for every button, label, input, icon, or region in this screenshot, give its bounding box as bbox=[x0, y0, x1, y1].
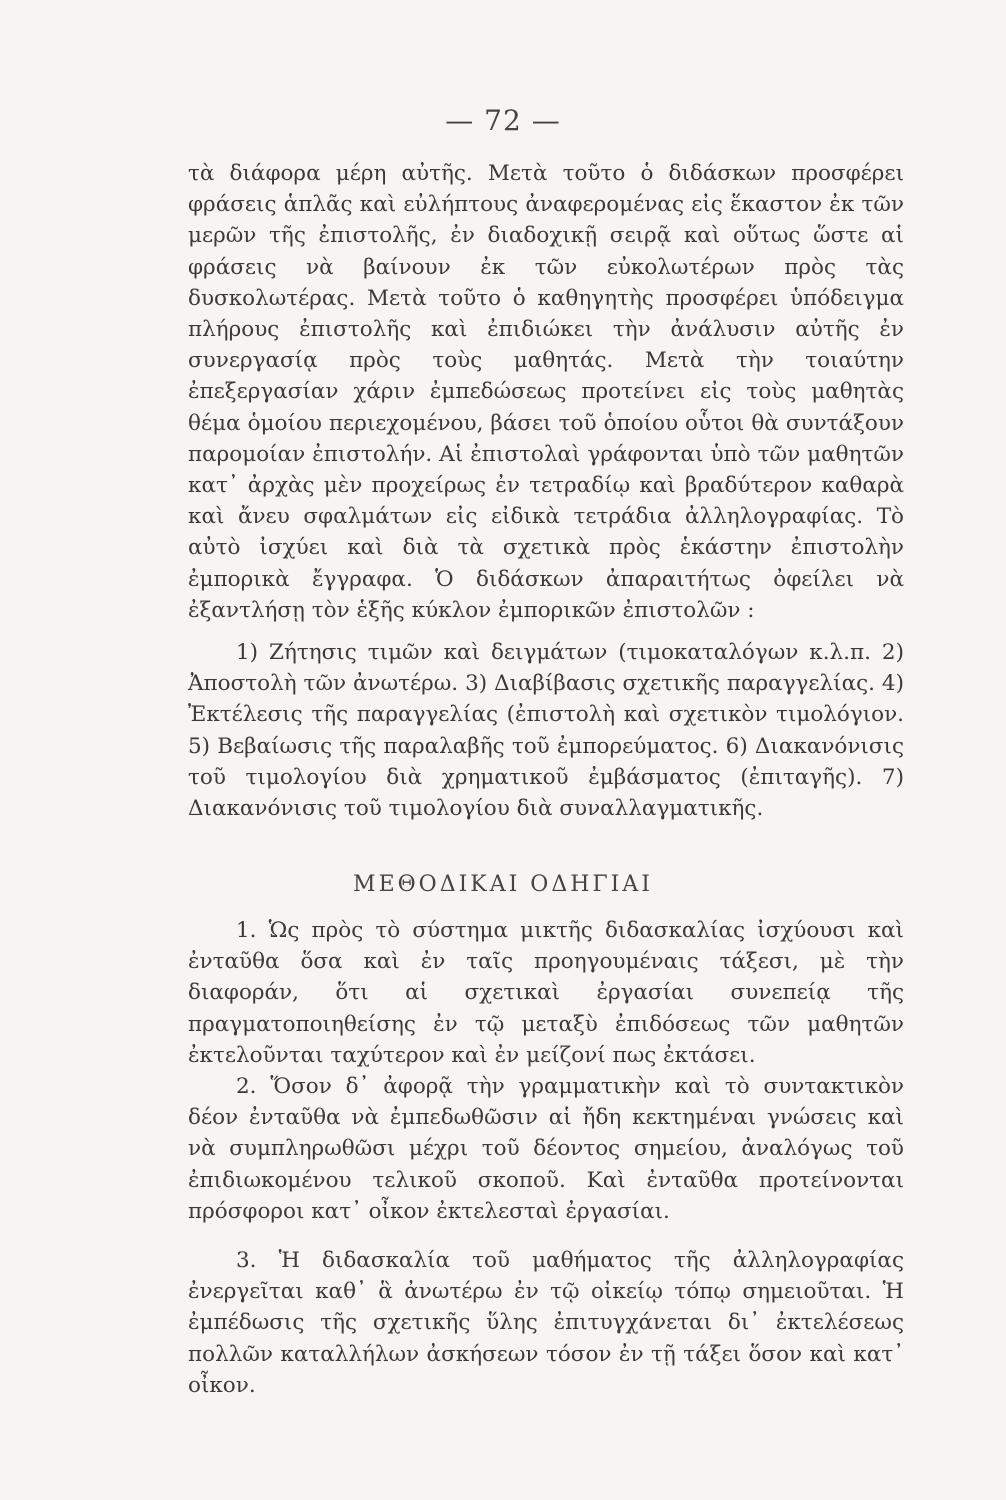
body-paragraph: τὰ διάφορα μέρη αὐτῆς. Μετὰ τοῦτο ὁ διδάσκων προσφέρει φράσεις ἁπλᾶς καὶ εὐλήπτους ἀναφερομένας εἰς ἕκαστον ἐκ τῶν μερῶν τῆς ἐπιστολῆς, ἐν διαδοχικῇ σειρᾷ καὶ οὕτως ὥστε αἱ φράσεις νὰ βαίνουν ἐκ τῶν εὐκολωτέρων πρὸς τὰς δυσκολωτέρας. Μετὰ τοῦτο ὁ καθηγητὴς προσφέρει ὑπόδειγμα πλήρους ἐπιστολῆς καὶ ἐπιδιώκει τὴν ἀνάλυσιν αὐτῆς ἐν συνεργασίᾳ πρὸς τοὺς μαθητάς. Μετὰ τὴν τοιαύτην ἐπεξεργασίαν χάριν ἐμπεδώσεως προτείνει εἰς τοὺς μαθητὰς θέμα ὁμοίου περιεχομένου, βάσει τοῦ ὁποίου οὗτοι θὰ συντάξουν παρομοίαν ἐπιστολήν. Αἱ ἐπιστολαὶ γράφονται ὑπὸ τῶν μαθητῶν κατ᾿ ἀρχὰς μὲν προχείρως ἐν τετραδίῳ καὶ βραδύτερον καθαρὰ καὶ ἄνευ σφαλμάτων εἰς εἰδικὰ τετράδια ἀλληλογραφίας. Τὸ αὐτὸ ἰσχύει καὶ διὰ τὰ σχετικὰ πρὸς ἑκάστην ἐπιστολὴν ἐμπορικὰ ἔγγραφα. Ὁ διδάσκων ἀπαραιτήτως ὀφείλει νὰ ἐξαντλήσῃ τὸν ἑξῆς κύκλον ἐμπορικῶν ἐπιστολῶν : bbox=[188, 161, 904, 623]
letter-cycle-list: 1) Ζήτησις τιμῶν καὶ δειγμάτων (τιμοκαταλόγων κ.λ.π. 2) Ἀποστολὴ τῶν ἀνωτέρω. 3) Διαβίβασις σχετικῆς παραγγελίας. 4) Ἐκτέλεσις τῆς παραγγελίας (ἐπιστολὴ καὶ σχετικὸν τιμολόγιον. 5) Βεβαίωσις τῆς παραλαβῆς τοῦ ἐμπορεύματος. 6) Διακανόνισις τοῦ τιμολογίου διὰ χρηματικοῦ ἐμβάσματος (ἐπιταγῆς). 7) Διακανόνισις τοῦ τιμολογίου διὰ συναλλαγματικῆς. bbox=[188, 640, 904, 822]
instruction-paragraph-1: 1. Ὡς πρὸς τὸ σύστημα μικτῆς διδασκαλίας ἰσχύουσι καὶ ἐνταῦθα ὅσα καὶ ἐν ταῖς προηγουμέναις τάξεσι, μὲ τὴν διαφοράν, ὅτι αἱ σχετικαὶ ἐργασίαι συνεπείᾳ τῆς πραγματοποιηθείσης ἐν τῷ μεταξὺ ἐπιδόσεως τῶν μαθητῶν ἐκτελοῦνται ταχύτερον καὶ ἐν μείζονί πως ἐκτάσει. bbox=[188, 918, 904, 1068]
instruction-paragraph-2: 2. Ὅσον δ᾿ ἀφορᾷ τὴν γραμματικὴν καὶ τὸ συντακτικὸν δέον ἐνταῦθα νὰ ἐμπεδωθῶσιν αἱ ἤδη κεκτημέναι γνώσεις καὶ νὰ συμπληρωθῶσι μέχρι τοῦ δέοντος σημείου, ἀναλόγως τοῦ ἐπιδιωκομένου τελικοῦ σκοποῦ. Καὶ ἐνταῦθα προτείνονται πρόσφοροι κατ᾿ οἶκον ἐκτελεσταὶ ἐργασίαι. bbox=[188, 1074, 904, 1224]
page-number: — 72 — bbox=[445, 104, 561, 137]
section-heading: ΜΕΘΟΔΙΚΑΙ ΟΔΗΓΙΑΙ bbox=[353, 872, 653, 897]
instruction-paragraph-3: 3. Ἡ διδασκαλία τοῦ μαθήματος τῆς ἀλληλογραφίας ἐνεργεῖται καθ᾿ ἃ ἀνωτέρω ἐν τῷ οἰκείῳ τόπῳ σημειοῦται. Ἡ ἐμπέδωσις τῆς σχετικῆς ὕλης ἐπιτυγχάνεται δι᾿ ἐκτελέσεως πολλῶν καταλλήλων ἀσκήσεων τόσον ἐν τῇ τάξει ὅσον καὶ κατ᾿ οἶκον. bbox=[188, 1248, 904, 1398]
